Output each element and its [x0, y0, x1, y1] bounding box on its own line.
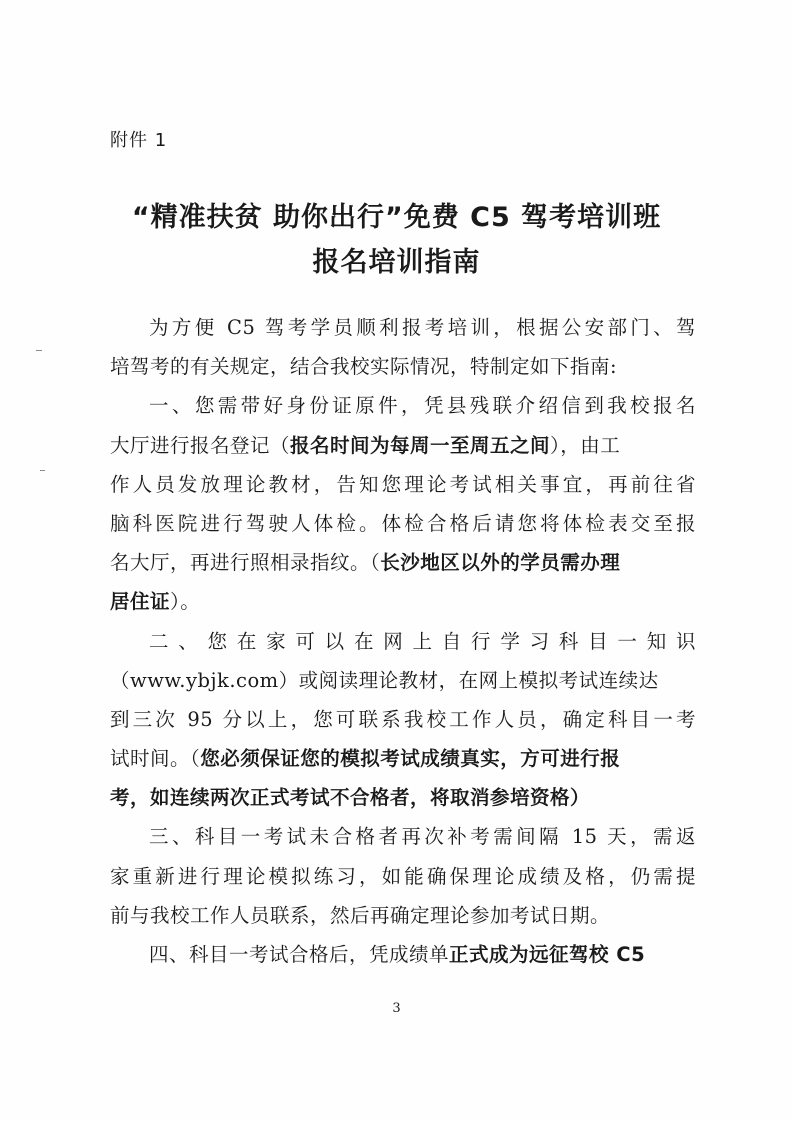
paragraph-3-line-2: 家重新进行理论模拟练习，如能确保理论成绩及格，仍需提	[110, 864, 696, 888]
paragraph-2-line-2: （www.ybjk.com）或阅读理论教材，在网上模拟考试连续达	[110, 668, 659, 692]
registration-time-highlight: 报名时间为每周一至周五之间	[290, 433, 551, 457]
paragraph-1-line-5-text-a: 名大厅，再进行照相录指纹。（	[110, 551, 381, 575]
paragraph-1-line-5	[110, 543, 696, 582]
paragraph-intro-line-1: 为方便 C5 驾考学员顺利报考培训，根据公安部门、驾	[149, 316, 696, 339]
paragraph-1-line-4: 脑科医院进行驾驶人体检。体检合格后请您将体检表交至报	[110, 511, 696, 535]
paragraph-2-line-4-text-a: 试时间。（	[110, 747, 201, 771]
paragraph-intro-line-2: 培驾考的有关规定，结合我校实际情况，特制定如下指南:	[110, 355, 618, 379]
document-title-line-2: 报名培训指南	[312, 247, 481, 278]
scan-mark-2	[40, 470, 45, 471]
paragraph-4-line-1-text-a: 四、科目一考试合格后，凭成绩单	[149, 943, 450, 966]
residence-permit-note-highlight: 长沙地区以外的学员需办理	[380, 551, 621, 575]
paragraph-1-line-2	[110, 426, 696, 465]
paragraph-1-line-2-text-c: ），由工	[550, 433, 621, 457]
official-enrollment-highlight: 正式成为远征驾校 C5	[449, 943, 646, 966]
scan-mark-1	[36, 350, 42, 351]
paragraph-2-line-5: 考，如连续两次正式考试不合格者，将取消参培资格）	[110, 786, 591, 810]
paragraph-4-line-1	[110, 935, 696, 974]
residence-permit-highlight: 居住证	[110, 590, 171, 614]
paragraph-1-line-6-text-b: ）。	[170, 590, 201, 614]
paragraph-2-line-4	[110, 739, 696, 778]
paragraph-1-line-6	[110, 582, 696, 621]
paragraph-2-line-3: 到三次 95 分以上，您可联系我校工作人员，确定科目一考	[110, 707, 696, 731]
paragraph-1-line-1: 一、您需带好身份证原件，凭县残联介绍信到我校报名	[149, 394, 696, 418]
mock-exam-warning-highlight: 您必须保证您的模拟考试成绩真实，方可进行报	[200, 747, 621, 771]
paragraph-2-line-1: 二、您在家可以在网上自行学习科目一知识	[149, 629, 696, 653]
paragraph-3-line-3: 前与我校工作人员联系，然后再确定理论参加考试日期。	[110, 903, 611, 927]
document-body	[110, 308, 696, 974]
paragraph-1-line-3: 作人员发放理论教材，告知您理论考试相关事宜，再前往省	[110, 472, 696, 496]
document-title-line-1: “精准扶贫 助你出行”免费 C5 驾考培训班	[131, 202, 662, 233]
paragraph-1-line-2-text-a: 大厅进行报名登记（	[110, 433, 291, 457]
attachment-label: 附件 1	[110, 130, 168, 151]
paragraph-3-line-1: 三、科目一考试未合格者再次补考需间隔 15 天，需返	[149, 825, 696, 849]
page-number: 3	[392, 1001, 401, 1016]
